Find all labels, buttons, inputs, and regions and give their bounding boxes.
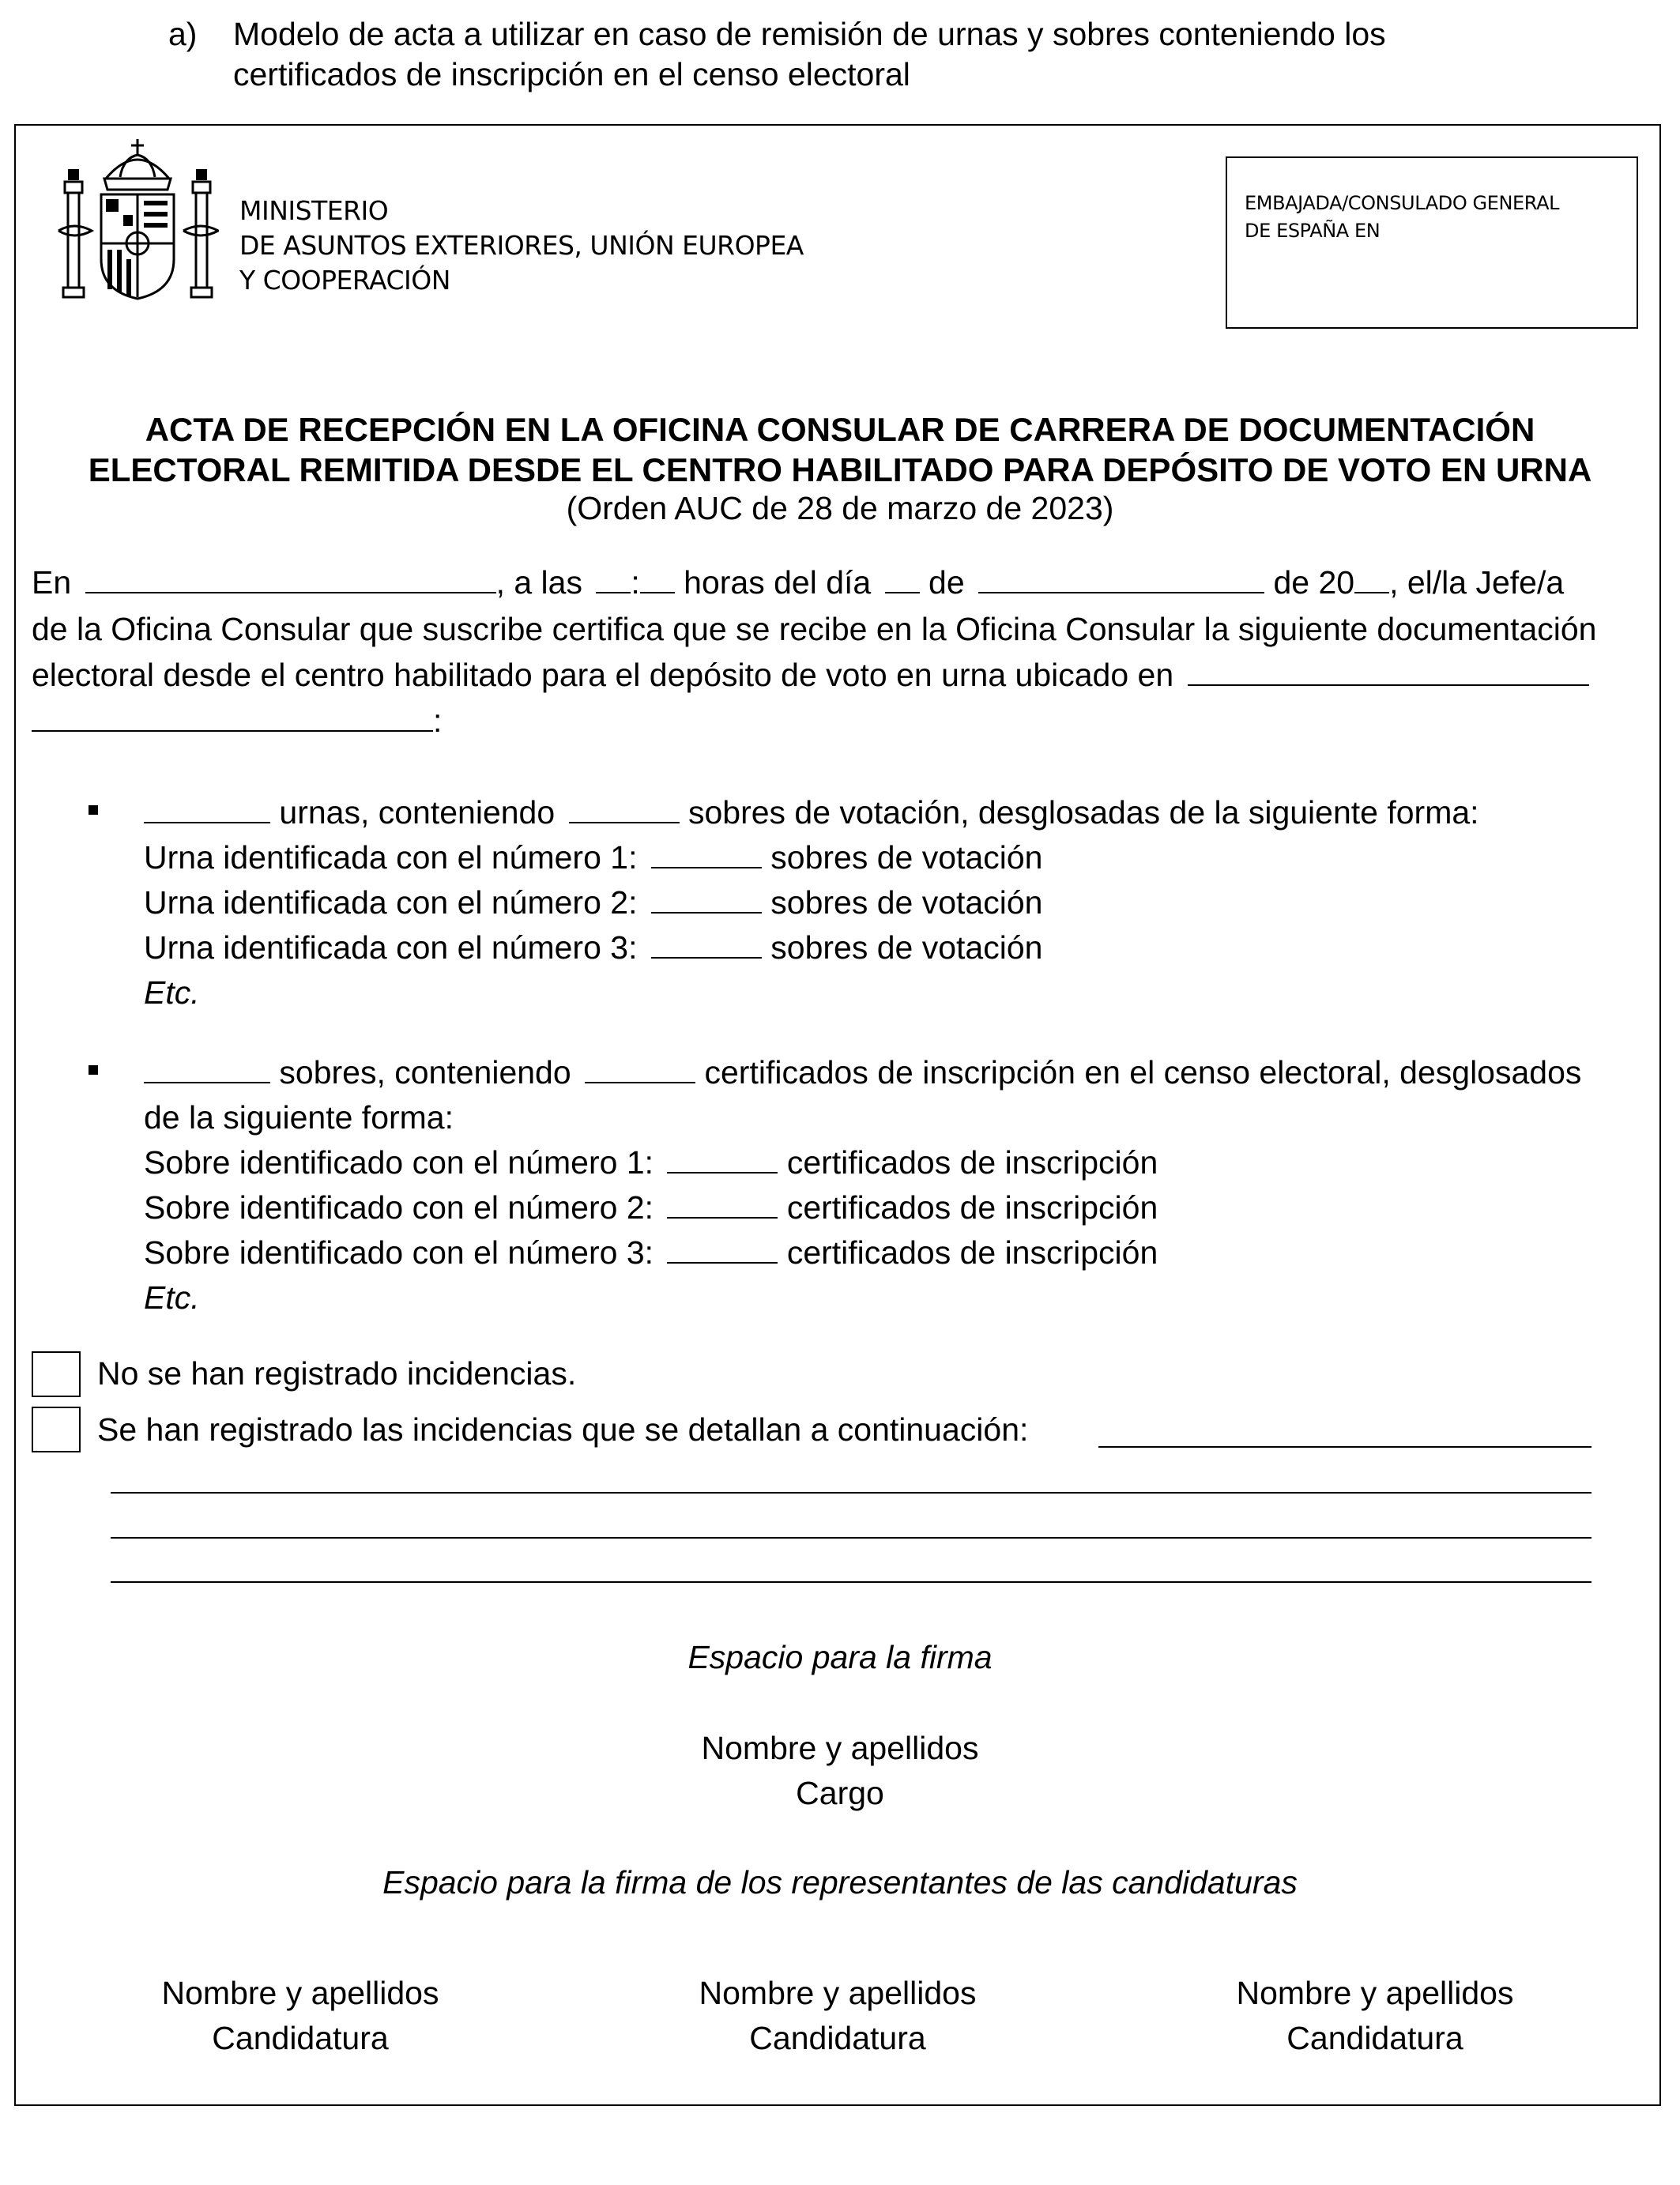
urn-1-blank[interactable] xyxy=(651,838,762,868)
incidents-field[interactable] xyxy=(1098,1446,1591,1448)
text-a-las: , a las xyxy=(495,564,582,601)
envelope-row-3 xyxy=(144,1230,1158,1275)
envelope-row-2 xyxy=(144,1185,1158,1230)
signature-space: Espacio para la firma xyxy=(687,1639,993,1675)
document-subtitle: (Orden AUC de 28 de marzo de 2023) xyxy=(566,490,1114,526)
representative-role: Candidatura xyxy=(212,2020,389,2056)
text-horas: horas del día xyxy=(684,564,872,601)
minute-blank[interactable] xyxy=(640,563,675,593)
body-line-2: de la Oficina Consular que suscribe certifica que se recibe en la Oficina Consular la siguiente documentación xyxy=(32,611,1597,647)
embassy-box[interactable] xyxy=(1226,156,1638,329)
envelope-row-label: Sobre identificado con el número 2: xyxy=(144,1189,654,1226)
text-en: En xyxy=(32,564,72,601)
representative-3 xyxy=(1138,1971,1612,2061)
representative-1 xyxy=(63,1971,537,2061)
bullet-marker xyxy=(89,1065,98,1075)
urn-row-3 xyxy=(144,925,1042,970)
representatives-signature-space: Espacio para la firma de los representantes de las candidaturas xyxy=(382,1864,1298,1901)
envelope-row-suffix: certificados de inscripción xyxy=(786,1144,1158,1181)
urn-row-label: Urna identificada con el número 1: xyxy=(144,839,638,876)
envelope-etc: Etc. xyxy=(144,1279,200,1316)
intro-heading xyxy=(168,14,1527,95)
body-line-4 xyxy=(32,698,442,744)
ministry-line-2: DE ASUNTOS EXTERIORES, UNIÓN EUROPEA xyxy=(239,230,804,261)
text-ubicado: electoral desde el centro habilitado para el depósito de voto en urna ubicado en xyxy=(32,657,1174,693)
urn-2-blank[interactable] xyxy=(651,883,762,914)
signer-name: Nombre y apellidos xyxy=(701,1730,979,1766)
body-line-3 xyxy=(32,652,1589,698)
ministry-name xyxy=(239,194,804,298)
urn-row-suffix: sobres de votación xyxy=(770,839,1043,876)
text-de: de xyxy=(929,564,965,601)
representative-name: Nombre y apellidos xyxy=(699,1975,977,2011)
urn-etc: Etc. xyxy=(144,974,200,1011)
envelope-row-label: Sobre identificado con el número 3: xyxy=(144,1234,654,1271)
urn-count-blank[interactable] xyxy=(144,793,270,823)
representative-name: Nombre y apellidos xyxy=(161,1975,439,2011)
text-end-colon: : xyxy=(433,703,443,739)
intro-line-1: Modelo de acta a utilizar en caso de remisión de urnas y sobres conteniendo los xyxy=(233,16,1386,52)
envelope-row-suffix: certificados de inscripción xyxy=(786,1189,1158,1226)
title-line-1: ACTA DE RECEPCIÓN EN LA OFICINA CONSULAR DE CARRERA DE DOCUMENTACIÓN xyxy=(145,411,1535,448)
incidents-field-line-2[interactable] xyxy=(111,1492,1591,1494)
urn-row-suffix: sobres de votación xyxy=(770,929,1043,966)
no-incidents-checkbox[interactable] xyxy=(32,1351,81,1397)
envelope-1-blank[interactable] xyxy=(667,1143,778,1173)
envelope-3-blank[interactable] xyxy=(667,1234,778,1264)
urn-row-suffix: sobres de votación xyxy=(770,884,1043,921)
bullet-marker xyxy=(89,805,98,815)
day-blank[interactable] xyxy=(885,563,920,593)
envelope-2-blank[interactable] xyxy=(667,1189,778,1219)
representative-role: Candidatura xyxy=(749,2020,926,2056)
month-blank[interactable] xyxy=(978,563,1264,593)
body-line-1 xyxy=(32,559,1564,605)
location-blank[interactable] xyxy=(85,563,496,593)
center-location-blank-2[interactable] xyxy=(32,702,433,732)
urn-3-blank[interactable] xyxy=(651,929,762,959)
representative-name: Nombre y apellidos xyxy=(1236,1975,1514,2011)
envelope-row-1 xyxy=(144,1140,1158,1185)
urn-row-2 xyxy=(144,880,1042,925)
signer-role: Cargo xyxy=(796,1775,884,1811)
bullet1-line xyxy=(144,790,1479,835)
hour-blank[interactable] xyxy=(596,563,631,593)
certificate-count-blank[interactable] xyxy=(585,1053,695,1083)
title-line-2: ELECTORAL REMITIDA DESDE EL CENTRO HABILITADO PARA DEPÓSITO DE VOTO EN URNA xyxy=(88,451,1592,488)
text-sobres-votacion: sobres de votación, desglosadas de la siguiente forma: xyxy=(687,794,1479,831)
embassy-line-2: DE ESPAÑA EN xyxy=(1245,220,1381,242)
text-sobres: sobres, conteniendo xyxy=(279,1054,571,1091)
urn-row-label: Urna identificada con el número 3: xyxy=(144,929,638,966)
text-jefe: , el/la Jefe/a xyxy=(1389,564,1565,601)
ministry-line-1: MINISTERIO xyxy=(239,195,389,226)
no-incidents-label: No se han registrado incidencias. xyxy=(97,1355,577,1392)
incidents-field-line-3[interactable] xyxy=(111,1537,1591,1539)
ballot-count-blank[interactable] xyxy=(569,793,680,823)
incidents-field-line-4[interactable] xyxy=(111,1581,1591,1583)
text-certificados: certificados de inscripción en el censo electoral, desglosados xyxy=(704,1054,1582,1091)
representative-role: Candidatura xyxy=(1286,2020,1463,2056)
representative-2 xyxy=(601,1971,1075,2061)
center-location-blank[interactable] xyxy=(1188,656,1589,686)
embassy-line-1: EMBAJADA/CONSULADO GENERAL xyxy=(1245,192,1560,214)
incidents-checkbox[interactable] xyxy=(32,1407,81,1452)
incidents-label: Se han registrado las incidencias que se detallan a continuación: xyxy=(97,1411,1029,1448)
text-de-20: de 20 xyxy=(1273,564,1355,601)
document-title xyxy=(32,409,1648,490)
ministry-line-3: Y COOPERACIÓN xyxy=(239,265,450,296)
envelope-row-suffix: certificados de inscripción xyxy=(786,1234,1158,1271)
urn-row-1 xyxy=(144,835,1042,880)
intro-line-2: certificados de inscripción en el censo electoral xyxy=(233,56,910,92)
text-urnas: urnas, conteniendo xyxy=(279,794,556,831)
year-blank[interactable] xyxy=(1354,563,1389,593)
text-colon: : xyxy=(631,564,640,601)
intro-label: a) xyxy=(168,16,198,52)
bullet2-line-2: de la siguiente forma: xyxy=(144,1099,454,1136)
envelope-row-label: Sobre identificado con el número 1: xyxy=(144,1144,654,1181)
urn-row-label: Urna identificada con el número 2: xyxy=(144,884,638,921)
envelope-count-blank[interactable] xyxy=(144,1053,270,1083)
bullet2-line xyxy=(144,1050,1581,1095)
coat-of-arms-icon xyxy=(57,133,219,308)
